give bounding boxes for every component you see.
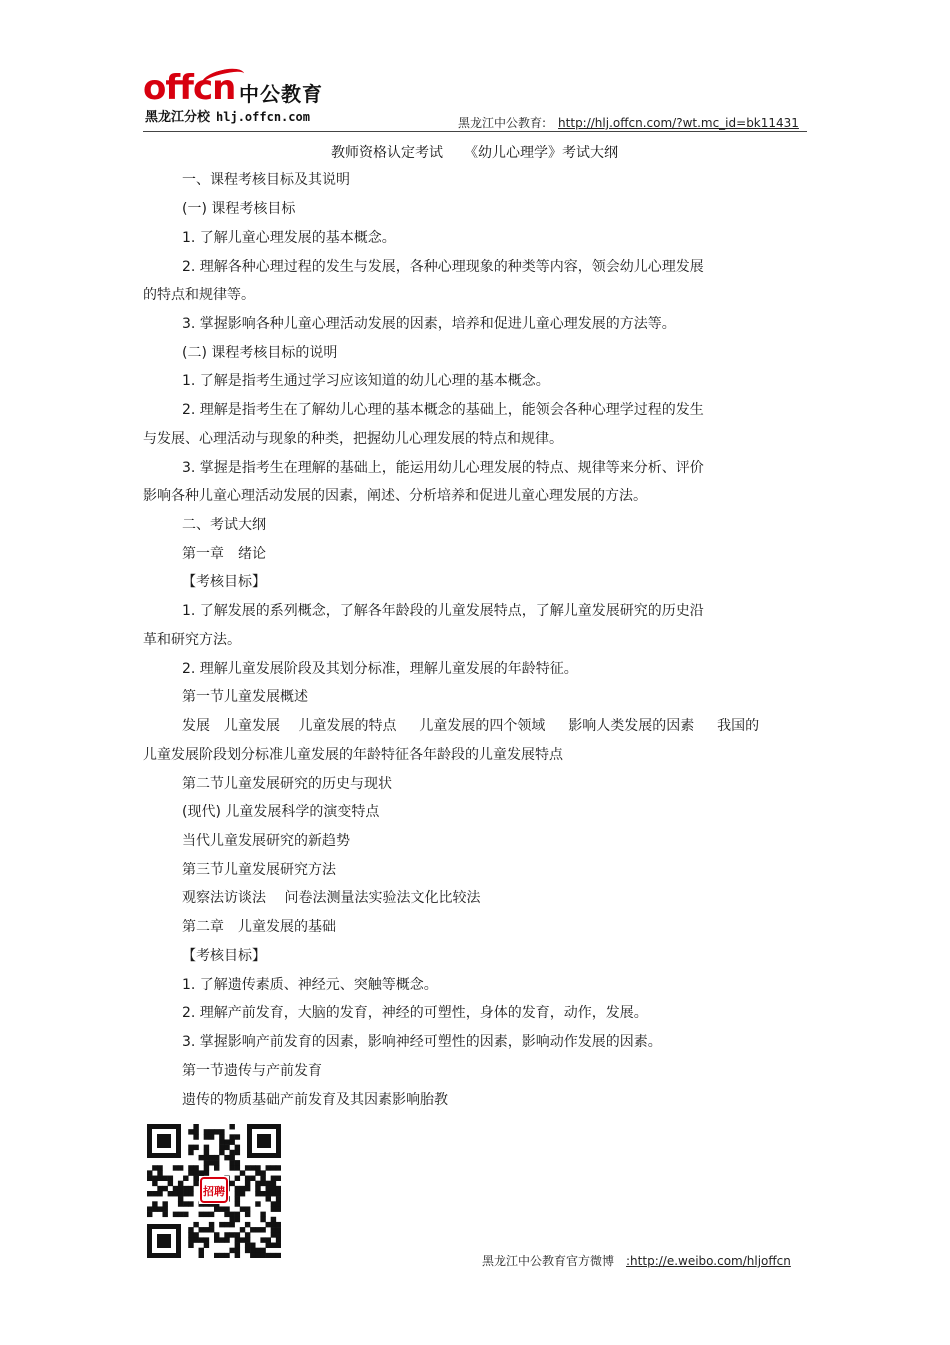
logo-branch: 黑龙江分校 [145,110,211,125]
header-site-label: 黑龙江中公教育: [458,116,547,130]
logo-chinese-name: 中公教育 [239,82,323,106]
paragraph-line: 当代儿童发展研究的新趋势 [182,833,350,849]
paragraph-line: 革和研究方法。 [143,632,241,648]
footer-weibo-link[interactable]: :http://e.weibo.com/hljoffcn [626,1254,791,1268]
paragraph-line: (现代) 儿童发展科学的演变特点 [182,804,380,820]
paragraph-line: 3. 掌握影响产前发育的因素，影响神经可塑性的因素，影响动作发展的因素。 [182,1034,662,1050]
chapter-heading: 第二章 儿童发展的基础 [182,919,336,935]
document-title: 教师资格认定考试 《幼儿心理学》考试大纲 [331,145,618,161]
paragraph-line: 1. 了解遗传素质、神经元、突触等概念。 [182,977,438,993]
header-site-info [458,114,799,131]
paragraph-line: 3. 掌握是指考生在理解的基础上，能运用幼儿心理发展的特点、规律等来分析、评价 [182,460,704,476]
subsection-heading: (一) 课程考核目标 [182,201,296,217]
logo-domain: hlj.offcn.com [216,110,310,124]
paragraph-line: 2. 理解是指考生在了解幼儿心理的基本概念的基础上，能领会各种心理学过程的发生 [182,402,704,418]
paragraph-line: 2. 理解各种心理过程的发生与发展，各种心理现象的种类等内容，领会幼儿心理发展 [182,259,704,275]
paragraph-line: 与发展、心理活动与现象的种类，把握幼儿心理发展的特点和规律。 [143,431,563,447]
qr-code-icon [147,1124,281,1258]
logo-subline [145,106,310,125]
paragraph-line: 影响各种儿童心理活动发展的因素，阐述、分析培养和促进儿童心理发展的方法。 [143,488,647,504]
offcn-logo [143,68,373,128]
footer-label: 黑龙江中公教育官方微博 [482,1254,615,1268]
paragraph-line: 儿童发展阶段划分标准儿童发展的年龄特征各年龄段的儿童发展特点 [143,747,563,763]
section-heading: 二、考试大纲 [182,517,266,533]
paragraph-line: 1. 了解发展的系列概念，了解各年龄段的儿童发展特点，了解儿童发展研究的历史沿 [182,603,704,619]
logo-brand: offcn [143,68,236,108]
paragraph-line: 3. 掌握影响各种儿童心理活动发展的因素，培养和促进儿童心理发展的方法等。 [182,316,676,332]
paragraph-line: 遗传的物质基础产前发育及其因素影响胎教 [182,1092,448,1108]
paragraph-line: 2. 理解儿童发展阶段及其划分标准，理解儿童发展的年龄特征。 [182,661,578,677]
paragraph-line: 1. 了解儿童心理发展的基本概念。 [182,230,396,246]
header-site-link[interactable]: http://hlj.offcn.com/?wt.mc_id=bk11431 [558,116,799,130]
header-divider [143,131,807,132]
section-title: 第一节儿童发展概述 [182,689,308,705]
section-title: 第一节遗传与产前发育 [182,1063,322,1079]
paragraph-line: 观察法访谈法 问卷法测量法实验法文化比较法 [182,890,481,906]
subsection-heading: (二) 课程考核目标的说明 [182,345,338,361]
section-title: 第二节儿童发展研究的历史与现状 [182,776,392,792]
footer-weibo [482,1252,791,1269]
section-heading: 一、课程考核目标及其说明 [182,172,350,188]
qr-stamp-text: 招聘 [203,1185,225,1198]
paragraph-line: 的特点和规律等。 [143,287,255,303]
section-title: 第三节儿童发展研究方法 [182,862,336,878]
paragraph-line: 发展 儿童发展 儿童发展的特点 儿童发展的四个领域 影响人类发展的因素 我国的 [182,718,760,734]
chapter-heading: 第一章 绪论 [182,546,266,562]
paragraph-line: 2. 理解产前发育，大脑的发育，神经的可塑性，身体的发育，动作，发展。 [182,1005,648,1021]
objectives-heading: 【考核目标】 [182,948,266,964]
objectives-heading: 【考核目标】 [182,574,266,590]
paragraph-line: 1. 了解是指考生通过学习应该知道的幼儿心理的基本概念。 [182,373,550,389]
